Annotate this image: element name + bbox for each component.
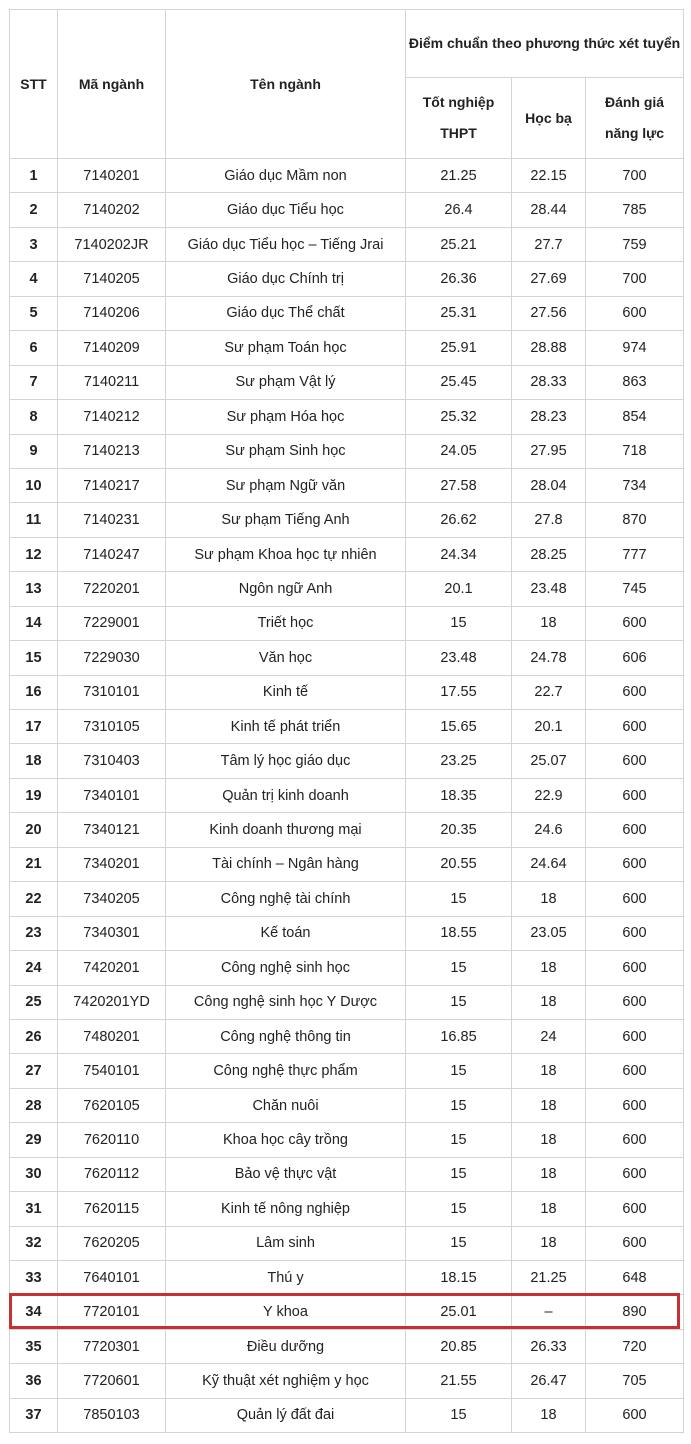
table-row (10, 331, 684, 365)
row-thpt-score: 26.62 (406, 503, 512, 537)
row-name: Văn học (166, 641, 406, 675)
table-row (10, 1295, 684, 1329)
row-stt: 32 (10, 1226, 58, 1260)
row-code: 7220201 (58, 572, 166, 606)
row-hocba-score: 28.25 (512, 537, 586, 571)
row-stt: 8 (10, 400, 58, 434)
row-stt: 4 (10, 262, 58, 296)
row-dgnl-score: 705 (586, 1364, 684, 1398)
row-name: Công nghệ thông tin (166, 1019, 406, 1053)
row-code: 7140212 (58, 400, 166, 434)
row-name: Lâm sinh (166, 1226, 406, 1260)
row-thpt-score: 15 (406, 1398, 512, 1432)
row-code: 7720101 (58, 1295, 166, 1329)
row-hocba-score: 18 (512, 1054, 586, 1088)
row-name: Triết học (166, 606, 406, 640)
row-code: 7310105 (58, 710, 166, 744)
row-dgnl-score: 734 (586, 468, 684, 502)
row-code: 7140213 (58, 434, 166, 468)
row-stt: 11 (10, 503, 58, 537)
row-code: 7140201 (58, 159, 166, 193)
row-thpt-score: 15 (406, 951, 512, 985)
row-thpt-score: 15 (406, 1192, 512, 1226)
row-thpt-score: 25.01 (406, 1295, 512, 1329)
table-row (10, 227, 684, 261)
header-thpt: Tốt nghiệp THPT (406, 78, 512, 159)
row-thpt-score: 20.35 (406, 813, 512, 847)
row-stt: 14 (10, 606, 58, 640)
row-thpt-score: 15.65 (406, 710, 512, 744)
row-hocba-score: 18 (512, 1123, 586, 1157)
row-hocba-score: – (512, 1295, 586, 1329)
table-row (10, 916, 684, 950)
row-dgnl-score: 600 (586, 1192, 684, 1226)
row-code: 7540101 (58, 1054, 166, 1088)
row-name: Giáo dục Chính trị (166, 262, 406, 296)
table-row (10, 882, 684, 916)
row-thpt-score: 25.91 (406, 331, 512, 365)
row-dgnl-score: 600 (586, 296, 684, 330)
row-dgnl-score: 600 (586, 847, 684, 881)
row-stt: 1 (10, 159, 58, 193)
row-code: 7620205 (58, 1226, 166, 1260)
row-code: 7140202JR (58, 227, 166, 261)
row-thpt-score: 17.55 (406, 675, 512, 709)
row-thpt-score: 18.15 (406, 1261, 512, 1295)
row-name: Ngôn ngữ Anh (166, 572, 406, 606)
row-stt: 24 (10, 951, 58, 985)
table-row (10, 572, 684, 606)
table-row (10, 1019, 684, 1053)
row-code: 7640101 (58, 1261, 166, 1295)
admission-score-table (9, 9, 684, 1433)
row-hocba-score: 18 (512, 1226, 586, 1260)
table-row (10, 813, 684, 847)
row-hocba-score: 27.95 (512, 434, 586, 468)
row-name: Kế toán (166, 916, 406, 950)
row-thpt-score: 23.25 (406, 744, 512, 778)
row-dgnl-score: 600 (586, 675, 684, 709)
row-hocba-score: 24 (512, 1019, 586, 1053)
row-stt: 17 (10, 710, 58, 744)
row-dgnl-score: 600 (586, 1123, 684, 1157)
header-score-group: Điểm chuẩn theo phương thức xét tuyển (406, 10, 684, 78)
row-hocba-score: 23.48 (512, 572, 586, 606)
row-thpt-score: 15 (406, 1157, 512, 1191)
row-hocba-score: 18 (512, 882, 586, 916)
row-stt: 5 (10, 296, 58, 330)
row-dgnl-score: 777 (586, 537, 684, 571)
row-dgnl-score: 718 (586, 434, 684, 468)
row-name: Sư phạm Toán học (166, 331, 406, 365)
row-hocba-score: 25.07 (512, 744, 586, 778)
row-dgnl-score: 600 (586, 882, 684, 916)
row-hocba-score: 27.69 (512, 262, 586, 296)
row-stt: 9 (10, 434, 58, 468)
row-thpt-score: 21.55 (406, 1364, 512, 1398)
row-name: Kinh tế phát triển (166, 710, 406, 744)
row-dgnl-score: 863 (586, 365, 684, 399)
row-code: 7229001 (58, 606, 166, 640)
row-stt: 7 (10, 365, 58, 399)
table-row (10, 1157, 684, 1191)
row-dgnl-score: 600 (586, 1226, 684, 1260)
row-thpt-score: 24.05 (406, 434, 512, 468)
table-row (10, 778, 684, 812)
row-stt: 10 (10, 468, 58, 502)
row-hocba-score: 26.47 (512, 1364, 586, 1398)
row-dgnl-score: 600 (586, 744, 684, 778)
row-thpt-score: 26.36 (406, 262, 512, 296)
row-code: 7140231 (58, 503, 166, 537)
row-thpt-score: 20.1 (406, 572, 512, 606)
table-row (10, 985, 684, 1019)
header-code: Mã ngành (58, 10, 166, 159)
row-hocba-score: 24.6 (512, 813, 586, 847)
row-thpt-score: 15 (406, 882, 512, 916)
table-row (10, 1123, 684, 1157)
row-hocba-score: 24.64 (512, 847, 586, 881)
table-row (10, 1088, 684, 1122)
row-dgnl-score: 648 (586, 1261, 684, 1295)
row-code: 7620112 (58, 1157, 166, 1191)
header-name: Tên ngành (166, 10, 406, 159)
row-stt: 29 (10, 1123, 58, 1157)
row-hocba-score: 28.04 (512, 468, 586, 502)
row-thpt-score: 25.45 (406, 365, 512, 399)
row-code: 7140217 (58, 468, 166, 502)
row-dgnl-score: 600 (586, 1088, 684, 1122)
row-stt: 27 (10, 1054, 58, 1088)
table-row (10, 951, 684, 985)
header-dgnl: Đánh giá năng lực (586, 78, 684, 159)
row-dgnl-score: 854 (586, 400, 684, 434)
row-hocba-score: 28.33 (512, 365, 586, 399)
table-row (10, 1261, 684, 1295)
table-row (10, 641, 684, 675)
row-stt: 31 (10, 1192, 58, 1226)
row-dgnl-score: 700 (586, 159, 684, 193)
row-code: 7340205 (58, 882, 166, 916)
row-code: 7340121 (58, 813, 166, 847)
row-name: Công nghệ thực phẩm (166, 1054, 406, 1088)
row-thpt-score: 27.58 (406, 468, 512, 502)
row-dgnl-score: 785 (586, 193, 684, 227)
row-name: Giáo dục Tiểu học – Tiếng Jrai (166, 227, 406, 261)
row-name: Giáo dục Mầm non (166, 159, 406, 193)
table-row (10, 400, 684, 434)
row-thpt-score: 25.31 (406, 296, 512, 330)
table-row (10, 434, 684, 468)
row-dgnl-score: 600 (586, 778, 684, 812)
row-name: Sư phạm Vật lý (166, 365, 406, 399)
row-hocba-score: 28.88 (512, 331, 586, 365)
row-code: 7720301 (58, 1329, 166, 1363)
table-row (10, 1329, 684, 1363)
row-name: Giáo dục Tiểu học (166, 193, 406, 227)
table-row (10, 193, 684, 227)
row-code: 7420201YD (58, 985, 166, 1019)
row-code: 7620110 (58, 1123, 166, 1157)
row-code: 7420201 (58, 951, 166, 985)
row-code: 7480201 (58, 1019, 166, 1053)
row-thpt-score: 25.21 (406, 227, 512, 261)
row-hocba-score: 24.78 (512, 641, 586, 675)
row-name: Tài chính – Ngân hàng (166, 847, 406, 881)
row-stt: 15 (10, 641, 58, 675)
row-thpt-score: 26.4 (406, 193, 512, 227)
row-hocba-score: 23.05 (512, 916, 586, 950)
row-stt: 25 (10, 985, 58, 1019)
row-name: Kỹ thuật xét nghiệm y học (166, 1364, 406, 1398)
row-thpt-score: 15 (406, 985, 512, 1019)
row-code: 7340201 (58, 847, 166, 881)
row-hocba-score: 22.9 (512, 778, 586, 812)
row-dgnl-score: 700 (586, 262, 684, 296)
row-thpt-score: 25.32 (406, 400, 512, 434)
row-thpt-score: 15 (406, 606, 512, 640)
row-stt: 12 (10, 537, 58, 571)
row-name: Y khoa (166, 1295, 406, 1329)
row-dgnl-score: 600 (586, 710, 684, 744)
row-dgnl-score: 600 (586, 916, 684, 950)
table-row (10, 503, 684, 537)
row-thpt-score: 23.48 (406, 641, 512, 675)
row-dgnl-score: 720 (586, 1329, 684, 1363)
row-stt: 23 (10, 916, 58, 950)
row-name: Bảo vệ thực vật (166, 1157, 406, 1191)
row-code: 7620105 (58, 1088, 166, 1122)
row-code: 7140206 (58, 296, 166, 330)
table-row (10, 606, 684, 640)
row-hocba-score: 18 (512, 606, 586, 640)
row-thpt-score: 18.35 (406, 778, 512, 812)
row-stt: 28 (10, 1088, 58, 1122)
row-dgnl-score: 600 (586, 1054, 684, 1088)
table-row (10, 675, 684, 709)
row-thpt-score: 15 (406, 1054, 512, 1088)
table-row (10, 1364, 684, 1398)
row-hocba-score: 28.44 (512, 193, 586, 227)
row-hocba-score: 18 (512, 1398, 586, 1432)
row-name: Tâm lý học giáo dục (166, 744, 406, 778)
row-code: 7340101 (58, 778, 166, 812)
row-code: 7620115 (58, 1192, 166, 1226)
row-dgnl-score: 745 (586, 572, 684, 606)
row-name: Sư phạm Hóa học (166, 400, 406, 434)
row-name: Sư phạm Ngữ văn (166, 468, 406, 502)
table-row (10, 744, 684, 778)
row-code: 7140205 (58, 262, 166, 296)
row-dgnl-score: 974 (586, 331, 684, 365)
row-thpt-score: 20.85 (406, 1329, 512, 1363)
row-code: 7340301 (58, 916, 166, 950)
row-name: Giáo dục Thể chất (166, 296, 406, 330)
row-code: 7140202 (58, 193, 166, 227)
row-hocba-score: 20.1 (512, 710, 586, 744)
row-dgnl-score: 600 (586, 985, 684, 1019)
table-row (10, 710, 684, 744)
row-dgnl-score: 600 (586, 951, 684, 985)
row-stt: 20 (10, 813, 58, 847)
row-code: 7140209 (58, 331, 166, 365)
row-name: Kinh doanh thương mại (166, 813, 406, 847)
row-stt: 34 (10, 1295, 58, 1329)
row-hocba-score: 18 (512, 1157, 586, 1191)
row-stt: 3 (10, 227, 58, 261)
table-row (10, 1054, 684, 1088)
row-stt: 19 (10, 778, 58, 812)
row-name: Sư phạm Tiếng Anh (166, 503, 406, 537)
row-name: Quản lý đất đai (166, 1398, 406, 1432)
row-code: 7310101 (58, 675, 166, 709)
row-stt: 22 (10, 882, 58, 916)
row-hocba-score: 21.25 (512, 1261, 586, 1295)
row-stt: 16 (10, 675, 58, 709)
row-stt: 30 (10, 1157, 58, 1191)
row-stt: 6 (10, 331, 58, 365)
row-name: Công nghệ tài chính (166, 882, 406, 916)
row-dgnl-score: 600 (586, 1157, 684, 1191)
row-name: Điều dưỡng (166, 1329, 406, 1363)
row-stt: 35 (10, 1329, 58, 1363)
row-dgnl-score: 600 (586, 606, 684, 640)
row-hocba-score: 28.23 (512, 400, 586, 434)
row-hocba-score: 22.15 (512, 159, 586, 193)
row-hocba-score: 18 (512, 985, 586, 1019)
row-hocba-score: 26.33 (512, 1329, 586, 1363)
table-row (10, 159, 684, 193)
row-name: Chăn nuôi (166, 1088, 406, 1122)
row-stt: 37 (10, 1398, 58, 1432)
row-stt: 33 (10, 1261, 58, 1295)
row-name: Công nghệ sinh học (166, 951, 406, 985)
table-row (10, 468, 684, 502)
row-thpt-score: 21.25 (406, 159, 512, 193)
row-thpt-score: 15 (406, 1226, 512, 1260)
row-code: 7140211 (58, 365, 166, 399)
table-row (10, 1226, 684, 1260)
row-name: Kinh tế nông nghiệp (166, 1192, 406, 1226)
row-thpt-score: 15 (406, 1088, 512, 1122)
row-name: Công nghệ sinh học Y Dược (166, 985, 406, 1019)
row-dgnl-score: 870 (586, 503, 684, 537)
table-row (10, 262, 684, 296)
row-code: 7310403 (58, 744, 166, 778)
table-row (10, 1192, 684, 1226)
row-stt: 26 (10, 1019, 58, 1053)
row-thpt-score: 18.55 (406, 916, 512, 950)
row-thpt-score: 15 (406, 1123, 512, 1157)
table-row (10, 1398, 684, 1432)
table-row (10, 847, 684, 881)
row-name: Thú y (166, 1261, 406, 1295)
row-name: Quản trị kinh doanh (166, 778, 406, 812)
row-thpt-score: 20.55 (406, 847, 512, 881)
row-dgnl-score: 600 (586, 813, 684, 847)
row-dgnl-score: 600 (586, 1398, 684, 1432)
header-hocba: Học bạ (512, 78, 586, 159)
row-dgnl-score: 759 (586, 227, 684, 261)
row-stt: 18 (10, 744, 58, 778)
row-code: 7229030 (58, 641, 166, 675)
row-hocba-score: 27.8 (512, 503, 586, 537)
header-stt: STT (10, 10, 58, 159)
row-thpt-score: 24.34 (406, 537, 512, 571)
table-row (10, 537, 684, 571)
table-row (10, 365, 684, 399)
row-stt: 2 (10, 193, 58, 227)
row-hocba-score: 18 (512, 1088, 586, 1122)
row-stt: 21 (10, 847, 58, 881)
row-code: 7140247 (58, 537, 166, 571)
row-dgnl-score: 890 (586, 1295, 684, 1329)
row-hocba-score: 18 (512, 951, 586, 985)
row-hocba-score: 18 (512, 1192, 586, 1226)
row-thpt-score: 16.85 (406, 1019, 512, 1053)
row-name: Sư phạm Sinh học (166, 434, 406, 468)
table-body (10, 159, 684, 1433)
row-name: Khoa học cây trồng (166, 1123, 406, 1157)
table-row (10, 296, 684, 330)
row-hocba-score: 27.56 (512, 296, 586, 330)
row-stt: 13 (10, 572, 58, 606)
row-name: Kinh tế (166, 675, 406, 709)
row-name: Sư phạm Khoa học tự nhiên (166, 537, 406, 571)
row-stt: 36 (10, 1364, 58, 1398)
row-dgnl-score: 600 (586, 1019, 684, 1053)
row-code: 7850103 (58, 1398, 166, 1432)
row-hocba-score: 27.7 (512, 227, 586, 261)
row-dgnl-score: 606 (586, 641, 684, 675)
row-hocba-score: 22.7 (512, 675, 586, 709)
row-code: 7720601 (58, 1364, 166, 1398)
